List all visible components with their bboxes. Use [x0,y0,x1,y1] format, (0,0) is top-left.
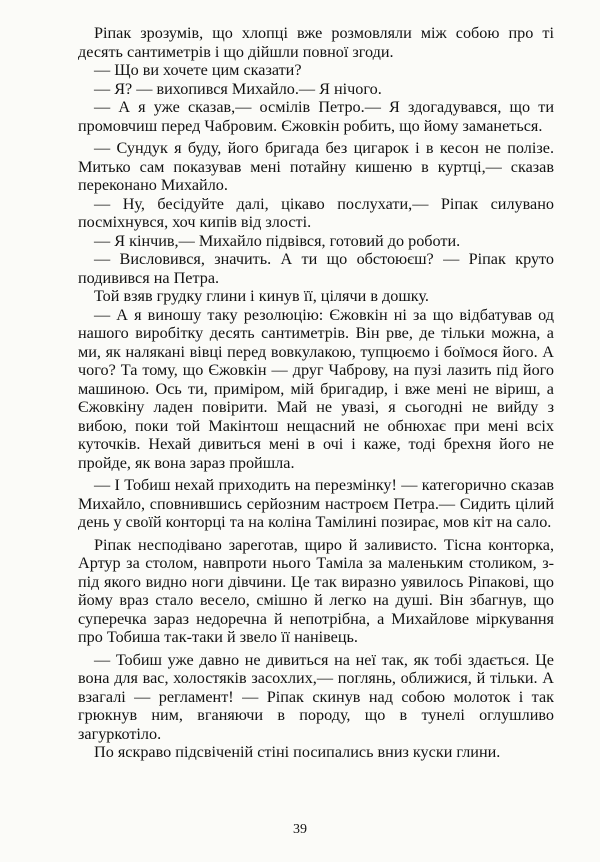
paragraph-11: — І Тобиш нехай приходить на перезмінку! — категорично сказав Михайло, сповнившись серйозним настроєм Петра.— Сидить цілий день у своїй конторці та на коліна Тамілині позирає, мов кіт на сало. [78,476,554,531]
paragraph-13: — Тобиш уже давно не дивиться на неї так, як тобі здається. Це вона для вас, холостяків засохлих,— поглянь, оближися, й тільки. А взагалі — регламент! — Ріпак скинув над собою молоток і так грюкнув ним, вганяючи в породу, що в тунелі оглушливо загуркотіло. [78,650,554,743]
paragraph-9: Той взяв грудку глини і кинув її, цілячи в дошку. [94,287,429,305]
paragraph-12: Ріпак несподівано зареготав, щиро й заливисто. Тісна конторка, Артур за столом, навпроти нього Таміла за маленьким столиком, з-під якого видно ноги дівчини. Це так виразно уявилось Ріпакові, що йому враз стало весело, смішно й легко на душі. Він збагнув, що суперечка зараз недоречна й непотрібна, а Михайлове міркування про Тобиша так-таки й звело її нанівець. [78,535,554,646]
page-number: 39 [293,822,307,837]
paragraph-7: — Я кінчив,— Михайло підвівся, готовий до роботи. [94,231,461,250]
paragraph-4: — А я уже сказав,— осмілів Петро.— Я здогадувався, що ти промовчиш перед Чабровим. Єжовкін робить, що йому заманеться. [78,98,554,135]
paragraph-6: — Ну, бесідуйте далі, цікаво послухати,— Ріпак силувано посміхнувся, хоч кипів від злості. [78,194,554,231]
paragraph-5: — Сундук я буду, його бригада без цигарок і в кесон не полізе. Митько сам показував мені потайну кишеню в куртці,— сказав переконано Михайло. [78,139,554,194]
body-text [78,24,554,762]
paragraph-1: Ріпак зрозумів, що хлопці вже розмовляли між собою про ті десять сантиметрів і що дійшли повної згоди. [78,24,554,61]
paragraph-10: — А я виношу таку резолюцію: Єжовкін ні за що відбатував од нашого виробітку десять сантиметрів. Він рве, де тільки можна, а ми, як налякані вівці перед вовкулакою, тупцюємо і боїмося його. А чого? Та тому, що Єжовкін — друг Чаброву, на пузі лазить під його машиною. Ось ти, приміром, мій бригадир, і вже мені не віриш, а Єжовкіну ладен повірити. Май не увазі, я сьогодні не вийду з вибою, поки той Макінтош нещасний не обнюхає при мені всіх куточків. Нехай дивиться мені в очі і каже, тоді брехня його не пройде, як вона зараз пройшла. [78,305,554,472]
paragraph-3: — Я? — вихопився Михайло.— Я нічого. [94,79,382,98]
paragraph-2: — Що ви хочете цим сказати? [94,61,302,79]
paragraph-8: — Висловився, значить. А ти що обстоюєш? — Ріпак круто подивився на Петра. [78,250,554,287]
paragraph-14: По яскраво підсвіченій стіні посипались вниз куски глини. [94,743,501,761]
